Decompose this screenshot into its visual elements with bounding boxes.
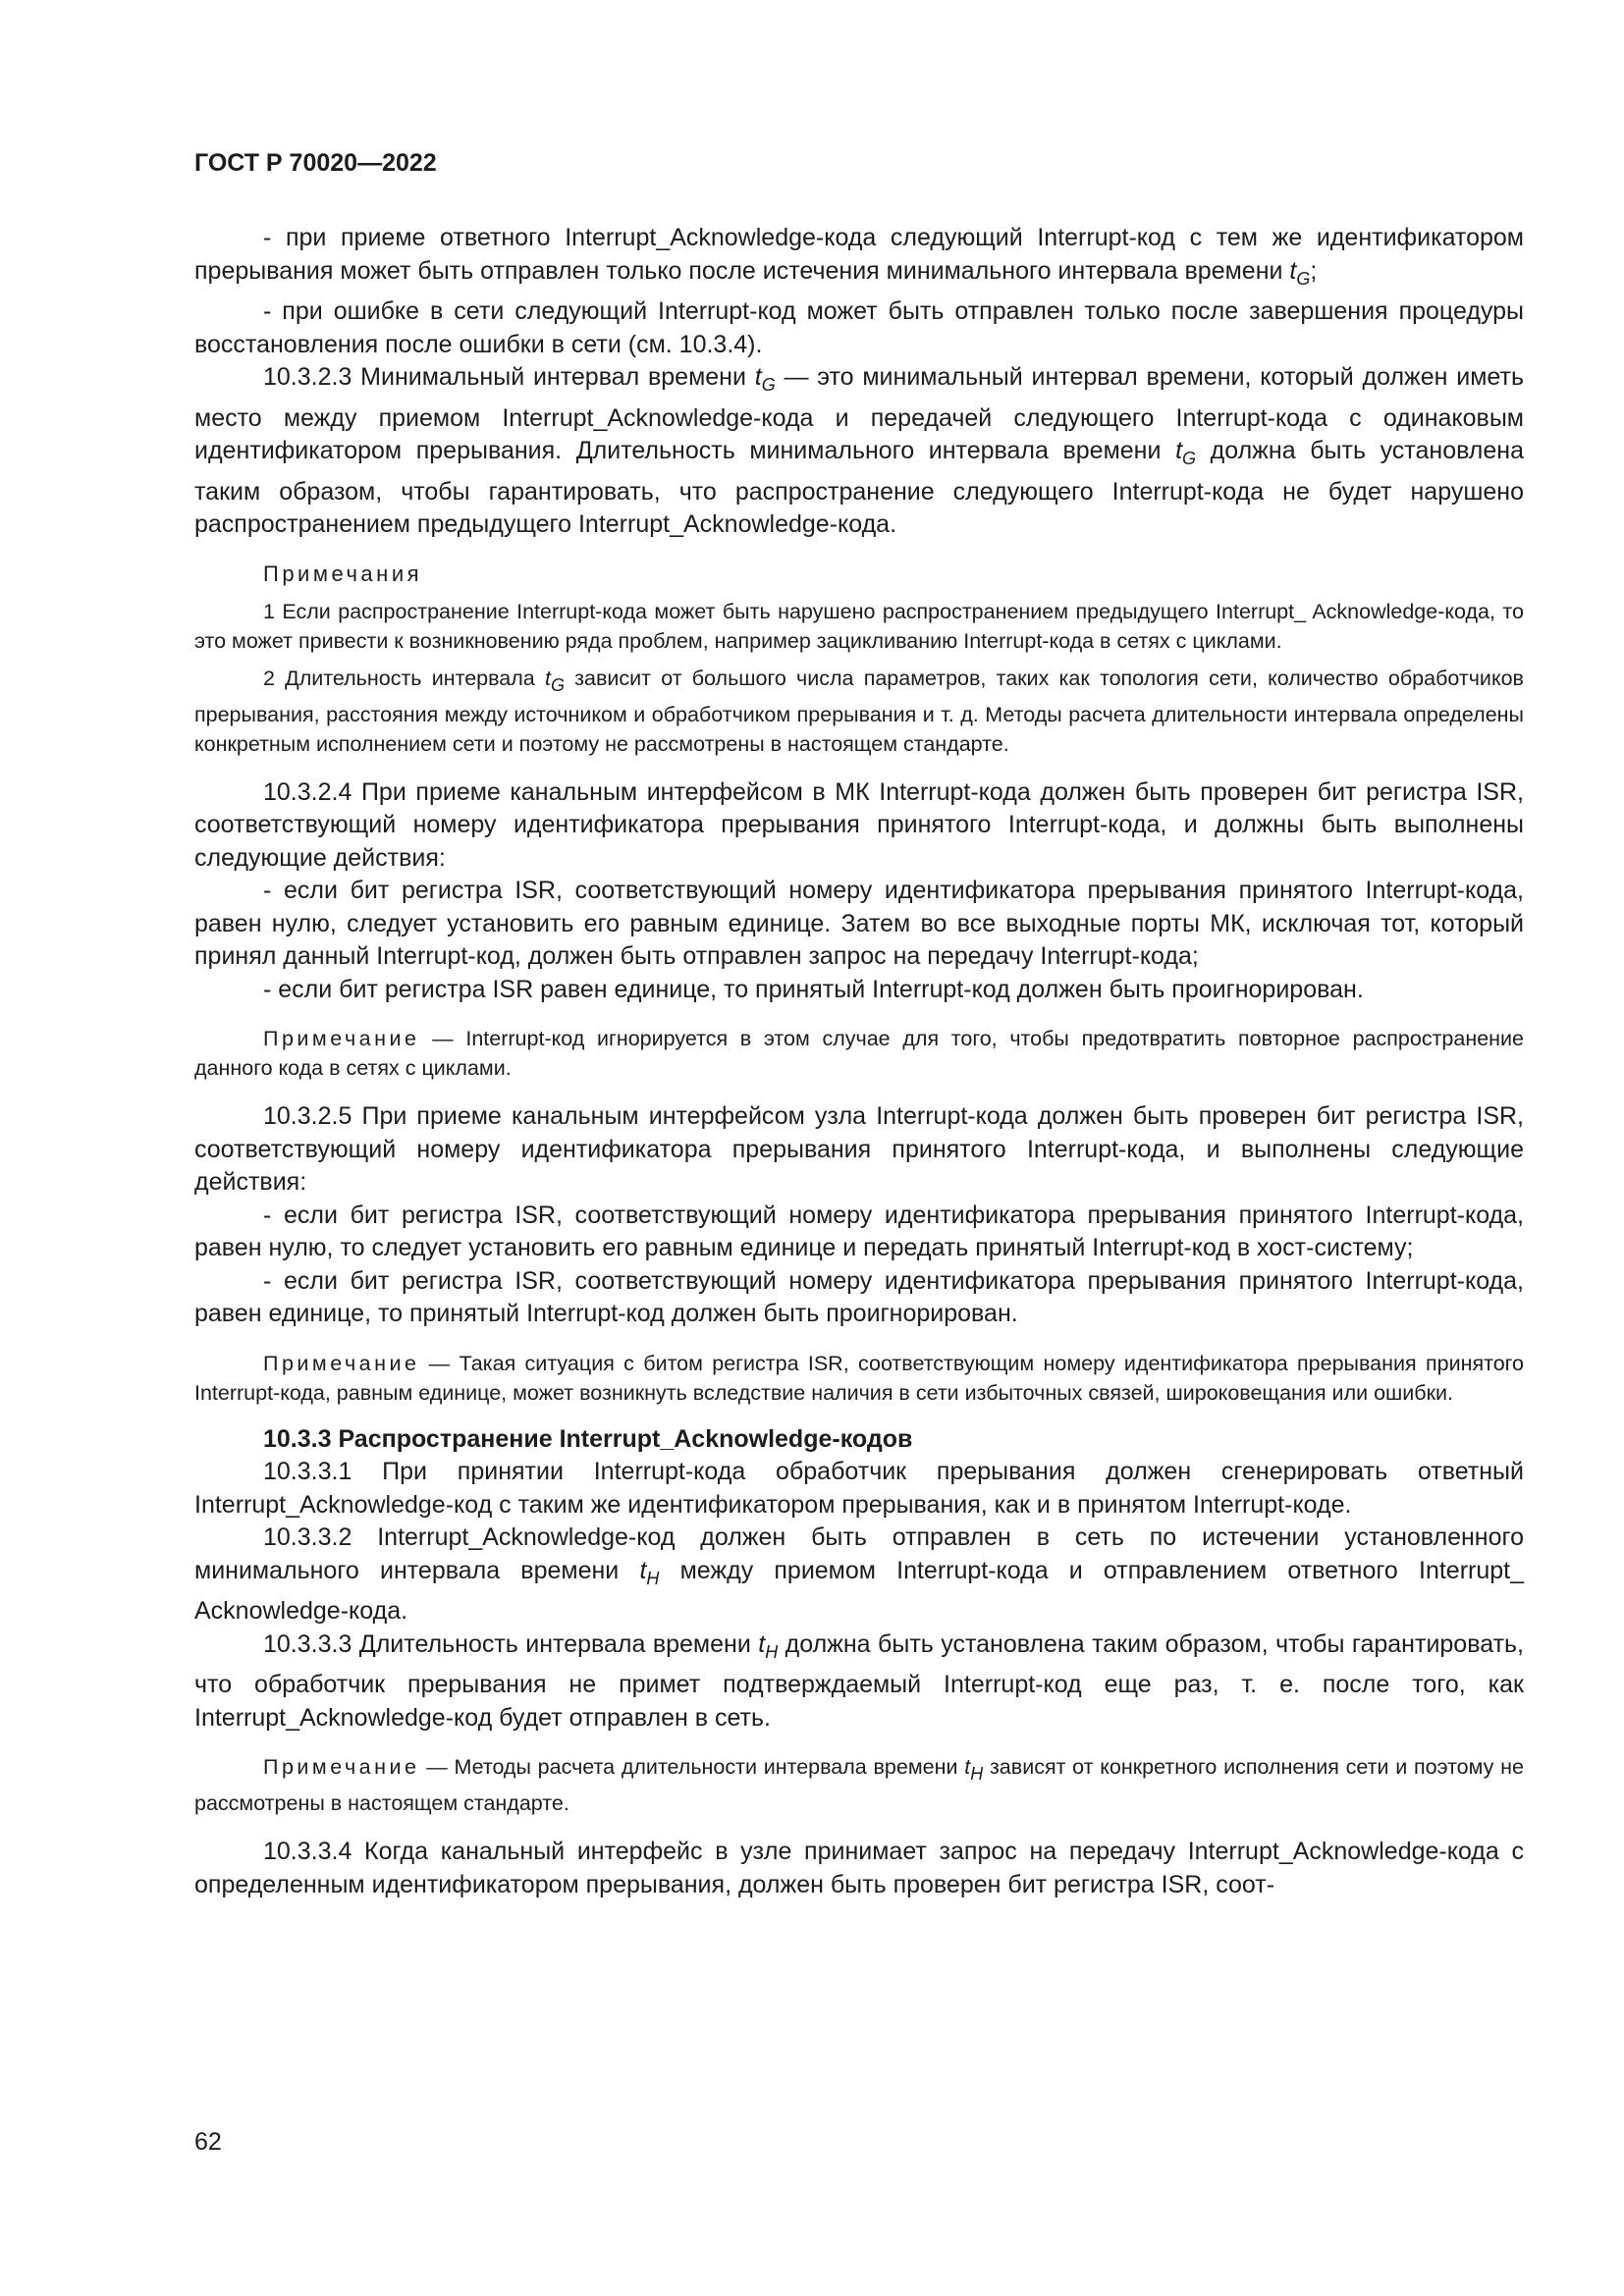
- note-3: Примечание — Interrupt-код игнорируется в этом случае для того, чтобы предотвратить повторное распространение данного кода в сетях с циклами.: [194, 1027, 1524, 1080]
- var-th: $t_H$: [758, 1629, 779, 1662]
- notes-title: Примечания: [263, 561, 423, 586]
- paragraph-8: - если бит регистра ISR, соответствующий номеру идентификатора прерывания принятого Interrupt-кода, равен нулю, то следует установить его равным единице и передать принятый Interrupt-код в хост-систему;: [194, 1201, 1524, 1261]
- paragraph-10-3-3-3: 10.3.3.3 Длительность интервала времени $t_H$ должна быть установлена таким образом, чтобы гарантировать, что обработчик прерывания не примет подтверждаемый Interrupt-код еще раз, т. е. после того, как Interrupt_Acknowledge-код будет отправлен в сеть.: [194, 1629, 1524, 1732]
- var-th: $t_H$: [639, 1556, 660, 1588]
- note-4: Примечание — Такая ситуация с битом регистра ISR, соответствующим номеру идентификатора прерывания принятого Interrupt-кода, равным единице, может возникнуть вследствие наличия в сети избыточных связей, широковещания или ошибки.: [194, 1351, 1524, 1405]
- document-header: ГОСТ Р 70020—2022: [194, 149, 437, 177]
- var-tg: $t_G$: [1175, 437, 1197, 468]
- var-tg: $t_G$: [544, 666, 565, 695]
- paragraph-10-3-3-4: 10.3.3.4 Когда канальный интерфейс в узле принимает запрос на передачу Interrupt_Acknowledge-кода с определенным идентификатором прерывания, должен быть проверен бит регистра ISR, соот-: [194, 1838, 1524, 1898]
- paragraph-1: - при приеме ответного Interrupt_Acknowledge-кода следующий Interrupt-код с тем же идентификатором прерывания может быть отправлен только после истечения минимального интервала времени $t_G$;: [194, 224, 1524, 289]
- var-tg: $t_G$: [1289, 256, 1311, 289]
- paragraph-6: - если бит регистра ISR равен единице, то принятый Interrupt-код должен быть проигнорирован.: [263, 975, 1364, 1003]
- paragraph-5: - если бит регистра ISR, соответствующий номеру идентификатора прерывания принятого Interrupt-кода, равен нулю, следует установить его равным единице. Затем во все выходные порты МК, исключая тот, который принял данный Interrupt-код, должен быть отправлен запрос на передачу Interrupt-кода;: [194, 877, 1524, 970]
- page-number: 62: [194, 2128, 222, 2156]
- paragraph-10-3-2-4: 10.3.2.4 При приеме канальным интерфейсом в МК Interrupt-кода должен быть проверен бит регистра ISR, соответствующий номеру идентификатора прерывания принятого Interrupt-кода, и должны быть выполнены следующие действия:: [194, 777, 1524, 872]
- var-tg: $t_G$: [754, 363, 776, 395]
- paragraph-10-3-2-5: 10.3.2.5 При приеме канальным интерфейсом узла Interrupt-кода должен быть проверен бит регистра ISR, соответствующий номеру идентификатора прерывания принятого Interrupt-кода, и выполнены следующие действия:: [194, 1102, 1524, 1196]
- paragraph-10-3-2-3: 10.3.2.3 Минимальный интервал времени $t_G$ — это минимальный интервал времени, который должен иметь место между приемом Interrupt_Acknowledge-кода и передачей следующего Interrupt-кода с одинаковым идентификатором прерывания. Длительность минимального интервала времени $t_G$ должна быть установлена таким образом, чтобы гарантировать, что распространение следующего Interrupt-кода не будет нарушено распространением предыдущего Interrupt_Acknowledge-кода.: [194, 363, 1525, 538]
- note-5: Примечание — Методы расчета длительности интервала времени $t_H$ зависят от конкретного исполнения сети и поэтому не рассмотрены в настоящем стандарте.: [194, 1755, 1524, 1815]
- paragraph-9: - если бит регистра ISR, соответствующий номеру идентификатора прерывания принятого Interrupt-кода, равен единице, то принятый Interrupt-код должен быть проигнорирован.: [194, 1266, 1524, 1327]
- document-body: [194, 222, 1524, 1901]
- paragraph-10-3-3-2: 10.3.3.2 Interrupt_Acknowledge-код должен быть отправлен в сеть по истечении установленного минимального интервала времени $t_H$ между приемом Interrupt-кода и отправлением ответного Interrupt_ Acknowledge-кода.: [194, 1523, 1525, 1625]
- note-2: 2 Длительность интервала $t_G$ зависит от большого числа параметров, таких как топология сети, количество обработчиков прерывания, расстояния между источником и обработчиком прерывания и т. д. Методы расчета длительности интервала определены конкретным исполнением сети и поэтому не рассмотрены в настоящем стандарте.: [194, 666, 1524, 756]
- section-title-10-3-3: 10.3.3 Распространение Interrupt_Acknowledge-кодов: [263, 1424, 913, 1453]
- paragraph-10-3-3-1: 10.3.3.1 При принятии Interrupt-кода обработчик прерывания должен сгенерировать ответный Interrupt_Acknowledge-код с таким же идентификатором прерывания, как и в принятом Interrupt-коде.: [194, 1458, 1524, 1519]
- var-th: $t_H$: [964, 1755, 984, 1784]
- note-1: 1 Если распространение Interrupt-кода может быть нарушено распространением предыдущего Interrupt_ Acknowledge-кода, то это может привести к возникновению ряда проблем, например зацикливанию Interrupt-кода в сетях с циклами.: [194, 599, 1524, 653]
- paragraph-2: - при ошибке в сети следующий Interrupt-код может быть отправлен только после завершения процедуры восстановления после ошибки в сети (см. 10.3.4).: [194, 297, 1524, 358]
